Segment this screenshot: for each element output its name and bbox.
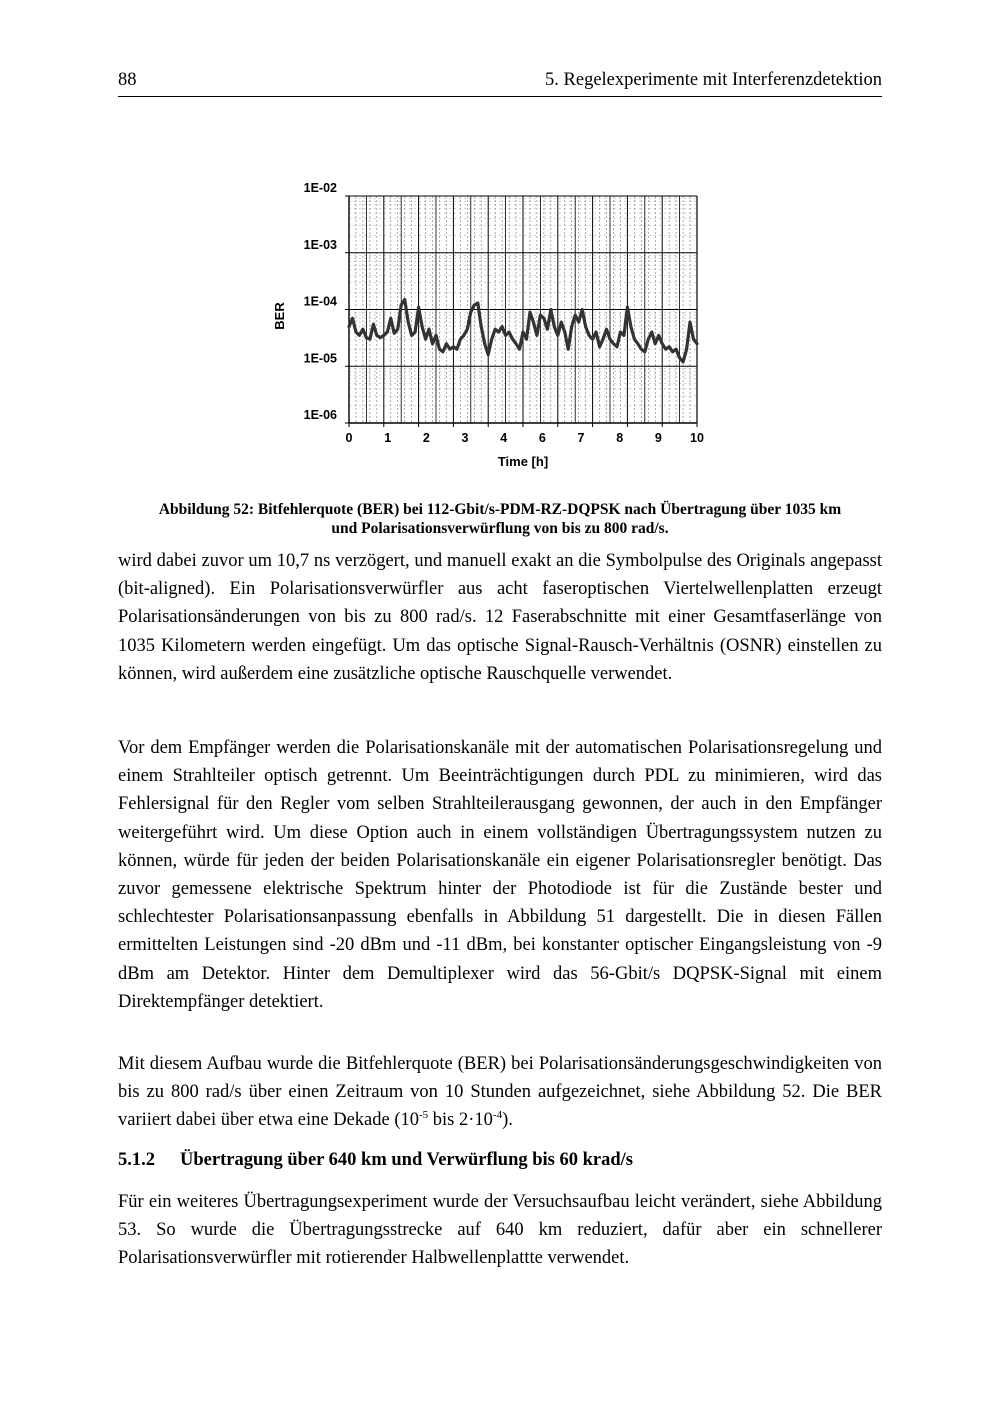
paragraph-1: wird dabei zuvor um 10,7 ns verzögert, und manuell exakt an die Symbolpulse des Originals angepasst (bit-aligned). Ein Polarisationsverwürfler aus acht faseroptischen Viertelwellenplatten erzeugt Polarisationsänderungen von bis zu 800 rad/s. 12 Faserabschnitte mit einer Gesamtfaserlänge von 1035 Kilometern werden eingefügt. Um das optische Signal-Rausch-Verhältnis (OSNR) einstellen zu können, wird außerdem eine zusätzliche optische Rauschquelle verwendet. [118, 551, 882, 684]
y-tick-label: 1E-04 [303, 294, 337, 309]
paragraph-2-block [118, 734, 882, 1016]
page-header [118, 70, 882, 97]
paragraph-4: Für ein weiteres Übertragungsexperiment wurde der Versuchsaufbau leicht verändert, siehe Abbildung 53. So wurde die Übertragungsstrecke auf 640 km reduziert, dafür aber ein schnellerer Polarisationsverwürfler mit rotierender Halbwellenplattte verwendet. [118, 1192, 882, 1269]
exponent-2: -4 [492, 1109, 503, 1122]
y-tick-label: 1E-02 [303, 181, 337, 195]
x-axis-label: Time [h] [497, 454, 549, 469]
x-tick-labels [346, 431, 704, 445]
caption-line-2: und Polarisationsverwürflung von bis zu 800 rad/s. [331, 520, 669, 537]
x-tick-label: 3 [461, 431, 469, 445]
paragraph-1-block [118, 547, 882, 688]
section-title: Übertragung über 640 km und Verwürflung bis 60 krad/s [180, 1150, 633, 1170]
ber-chart [0, 160, 1000, 480]
paragraph-4-block [118, 1188, 882, 1273]
x-tick-label: 0 [345, 431, 353, 445]
x-tick-label: 2 [422, 431, 430, 445]
x-tick-label: 10 [690, 431, 704, 445]
y-tick-label: 1E-05 [303, 351, 337, 366]
page-number: 88 [118, 70, 137, 90]
paragraph-3-mid: bis 2·10 [428, 1110, 493, 1131]
x-tick-label: 7 [577, 431, 585, 445]
y-tick-label: 1E-03 [303, 237, 337, 252]
y-tick-label: 1E-06 [303, 408, 337, 422]
paragraph-3-text: Mit diesem Aufbau wurde die Bitfehlerquote (BER) bei Polarisationsänderungsgeschwindigkeiten von bis zu 800 rad/s über einen Zeitraum von 10 Stunden aufgezeichnet, siehe Abbildung 52. Die BER variiert dabei über etwa eine Dekade (10 [118, 1054, 882, 1131]
caption-line-1: Abbildung 52: Bitfehlerquote (BER) bei 112-Gbit/s-PDM-RZ-DQPSK nach Übertragung über 1035 km [158, 501, 842, 518]
exponent-1: -5 [419, 1109, 429, 1122]
running-title: 5. Regelexperimente mit Interferenzdetektion [545, 70, 882, 90]
paragraph-3-end: ). [502, 1110, 513, 1131]
x-tick-label: 4 [500, 431, 508, 445]
x-tick-label: 8 [616, 431, 624, 445]
paragraph-3-block [118, 1050, 882, 1135]
section-heading [118, 1150, 633, 1171]
x-tick-label: 1 [384, 431, 392, 445]
paragraph-3 [118, 1050, 882, 1135]
x-tick-label: 9 [654, 431, 662, 445]
figure-caption [118, 500, 882, 538]
section-number: 5.1.2 [118, 1150, 155, 1170]
y-tick-labels [304, 181, 337, 422]
x-tick-label: 6 [538, 431, 546, 445]
y-axis-label: BER [272, 302, 287, 330]
paragraph-2: Vor dem Empfänger werden die Polarisationskanäle mit der automatischen Polarisationsregelung und einem Strahlteiler optisch getrennt. Um Beeinträchtigungen durch PDL zu minimieren, wird das Fehlersignal für den Regler vom selben Strahlteilerausgang gewonnen, der auch in den Empfänger weitergeführt wird. Um diese Option auch in einem vollständigen Übertragungssystem nutzen zu können, würde für jeden der beiden Polarisationskanäle ein eigener Polarisationsregler benötigt. Das zuvor gemessene elektrische Spektrum hinter der Photodiode ist für die Zustände bester und schlechtester Polarisationsanpassung ebenfalls in Abbildung 51 dargestellt. Die in diesen Fällen ermittelten Leistungen sind -20 dBm und -11 dBm, bei konstanter optischer Eingangsleistung von -9 dBm am Detektor. Hinter dem Demultiplexer wird das 56-Gbit/s DQPSK-Signal mit einem Direktempfänger detektiert. [118, 738, 882, 1012]
